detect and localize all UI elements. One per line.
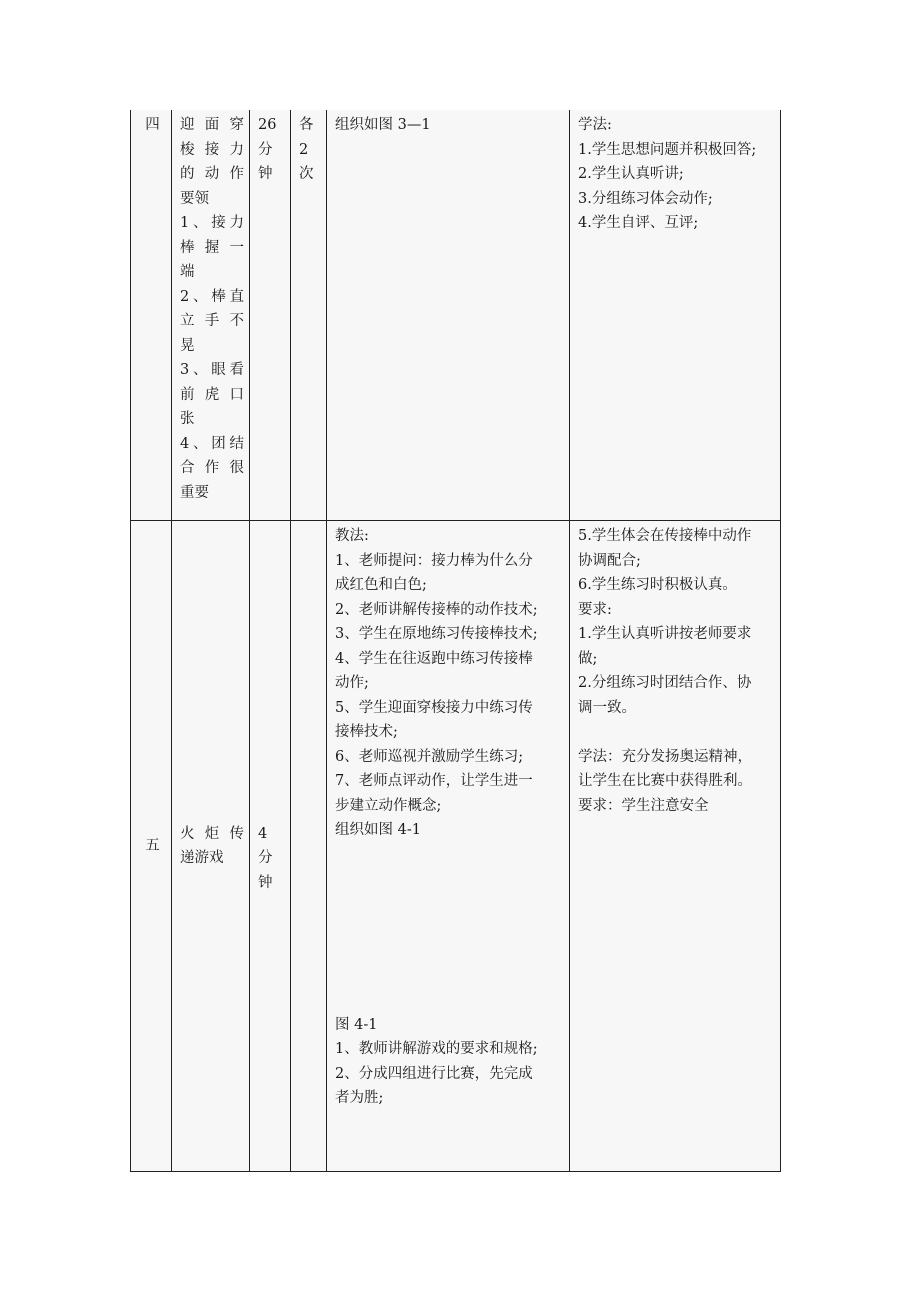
method-line: 调一致。 [578,699,636,716]
content-line: 合作很 [180,460,244,476]
organization-line: 7、老师点评动作，让学生进一 [335,773,533,789]
organization-line: 5、学生迎面穿梭接力中练习传 [335,699,533,716]
count-line: 2 [299,141,309,158]
organization-line: 4、学生在往返跑中练习传接棒 [335,650,533,667]
method-line: 2.学生认真听讲; [578,166,684,182]
content-line: 梭接力 [180,141,244,158]
organization-line: 组织如图 4-1 [335,822,421,838]
table-row-five [131,521,781,1172]
organization-line: 成红色和白色; [335,577,427,593]
count-cell [291,521,327,1172]
content-line: 前虎口 [180,386,244,403]
method-line: 1.学生认真听讲按老师要求 [578,626,752,642]
count-line: 各 [299,117,314,133]
content-line: 2、棒直 [180,288,244,305]
spacer [258,797,285,822]
content-line: 1、接力 [180,215,244,231]
organization-cell [327,521,570,1172]
content-line: 棒握一 [180,239,244,256]
table-row-four [131,110,781,521]
content-line: 张 [180,411,195,427]
method-line: 1.学生思想问题并积极回答; [578,141,757,158]
organization-line: 动作; [335,675,369,691]
step-number-cell [131,110,172,521]
time-cell [250,521,291,1172]
organization-line: 6、老师巡视并激励学生练习; [335,748,524,765]
organization-line: 图 4-1 [335,1016,378,1033]
spacer [578,720,775,745]
method-line: 2.分组练习时团结合作、协 [578,675,752,691]
content-cell [172,521,250,1172]
time-line: 26 [258,117,277,133]
organization-cell [327,110,570,521]
method-line: 让学生在比赛中获得胜利。 [578,773,752,789]
content-line: 4、团结 [180,435,244,452]
content-line: 端 [180,264,195,280]
content-line: 立手不 [180,313,244,329]
time-line: 钟 [258,874,273,891]
step-number: 四 [145,117,160,133]
method-line: 学法：充分发扬奥运精神， [578,748,752,765]
content-line: 的动作 [180,166,244,182]
content-line: 火炬传 [180,825,244,842]
organization-line: 教法: [335,528,369,544]
method-line: 协调配合; [578,552,641,569]
method-line: 要求: [578,601,612,618]
content-line: 晃 [180,337,195,354]
content-line: 3、眼看 [180,362,244,378]
method-line: 6.学生练习时积极认真。 [578,577,737,593]
time-line: 钟 [258,166,273,182]
time-cell [250,110,291,521]
method-cell [570,521,781,1172]
method-line: 学法: [578,117,612,133]
content-line: 重要 [180,484,209,501]
content-line: 迎面穿 [180,117,244,133]
organization-line: 1、老师提问：接力棒为什么分 [335,552,533,569]
content-line: 递游戏 [180,850,224,866]
count-cell [291,110,327,521]
step-number: 五 [145,837,160,854]
method-line: 要求：学生注意安全 [578,797,709,814]
organization-line: 3、学生在原地练习传接棒技术; [335,626,538,642]
time-line: 分 [258,850,273,866]
content-cell [172,110,250,521]
method-line: 5.学生体会在传接棒中动作 [578,528,752,544]
method-line: 3.分组练习体会动作; [578,190,713,207]
organization-line: 1、教师讲解游戏的要求和规格; [335,1041,538,1057]
organization-line: 2、老师讲解传接棒的动作技术; [335,601,538,618]
method-line: 4.学生自评、互评; [578,215,699,231]
organization-line: 2、分成四组进行比赛，先完成 [335,1065,533,1082]
time-line: 分 [258,141,273,158]
figure-placeholder-4-1 [335,843,564,1013]
method-cell [570,110,781,521]
organization-line: 接棒技术; [335,724,398,740]
organization-line: 步建立动作概念; [335,797,442,814]
step-number-cell [131,521,172,1172]
method-line: 做; [578,650,598,667]
time-line: 4 [258,825,268,842]
organization-line: 者为胜; [335,1090,384,1106]
content-line: 要领 [180,190,209,207]
count-line: 次 [299,166,314,182]
lesson-plan-table [130,110,781,1172]
organization-line: 组织如图 3—1 [335,117,431,133]
